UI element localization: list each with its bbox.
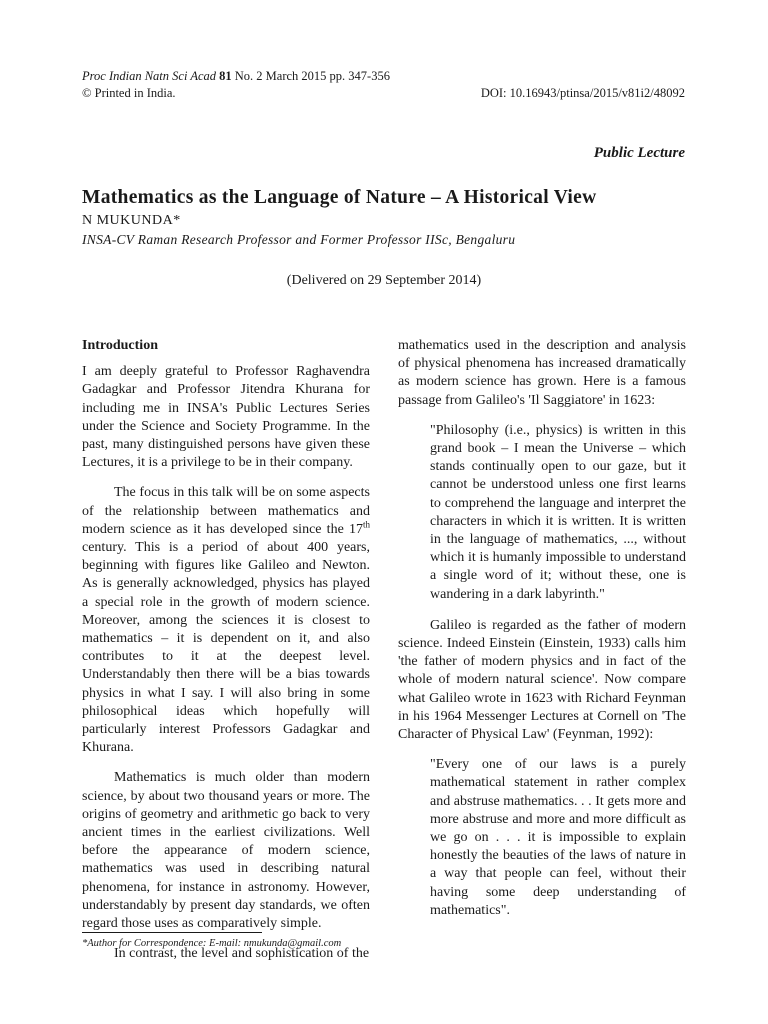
paragraph: I am deeply grateful to Professor Raghavendra Gadagkar and Professor Jitendra Khurana for including me in INSA's Public Lectures Series under the Science and Society Programme. In the past, many distinguished persons have given these Lectures, it is a privilege to be in their company. [82, 364, 370, 471]
paragraph: In contrast, the level and sophistication of the [114, 946, 370, 962]
journal-citation [82, 68, 390, 85]
footnote: *Author for Correspondence: E-mail: nmukunda@gmail.com [82, 938, 342, 949]
footnote-rule [82, 932, 262, 933]
author-name: N MUKUNDA* [82, 213, 181, 228]
journal-volume: 81 [219, 69, 232, 83]
printed-notice: © Printed in India. [82, 86, 176, 100]
section-heading: Introduction [82, 338, 158, 353]
doi: DOI: 10.16943/ptinsa/2015/v81i2/48092 [480, 86, 685, 100]
author-affiliation: INSA-CV Raman Research Professor and Former Professor IISc, Bengaluru [82, 232, 516, 247]
paragraph: mathematics used in the description and analysis of physical phenomena has increased dramatically as modern science has grown. Here is a famous passage from Galileo's 'Il Saggiatore' in 1623: [398, 338, 686, 408]
journal-issue: No. 2 March 2015 pp. 347-356 [234, 69, 390, 83]
paragraph-text: century. This is a period of about 400 years, beginning with figures like Galileo and Newton. As is generally acknowledged, physics has played a special role in the growth of modern science. Moreover, among the sciences it is closest to mathematics – it is dependent on it, and also contributes to it at the deepest level. Understandably then there will be a bias towards physics in what I say. I will also bring in some philosophical ideas which hopefully will particularly interest Professors Gadagkar and Khurana. [82, 540, 370, 756]
right-column [398, 337, 686, 933]
section-label: Public Lecture [593, 145, 685, 161]
paragraph: Mathematics is much older than modern science, by about two thousand years or more. The origins of geometry and arithmetic go back to very ancient times in the earliest civilizations. Well before the appearance of modern science, mathematics was used in describing natural phenomena, for instance in astronomy. However, understandably by present day standards, we often regard those uses as comparatively simple. [82, 770, 370, 932]
block-quote: "Philosophy (i.e., physics) is written in this grand book – I mean the Universe – which stands continually open to our gaze, but it cannot be understood unless one first learns to comprehend the language and interpret the characters in which it is written. It is written in the language of mathematics, ..., without which it is humanly impossible to understand a single word of it; without these, one is wandering in a dark labyrinth." [430, 422, 686, 602]
paragraph: Galileo is regarded as the father of modern science. Indeed Einstein (Einstein, 1933) calls him 'the father of modern physics and in fact of the whole of modern natural science'. Now compare what Galileo wrote in 1623 with Richard Feynman in his 1964 Messenger Lectures at Cornell on 'The Character of Physical Law' (Feynman, 1992): [398, 617, 686, 743]
journal-header [82, 68, 390, 102]
article-title: Mathematics as the Language of Nature – A Historical View [82, 187, 597, 208]
delivery-date: (Delivered on 29 September 2014) [286, 273, 482, 288]
paragraph [82, 484, 370, 757]
journal-name: Proc Indian Natn Sci Acad [82, 69, 217, 83]
paragraph-text: The focus in this talk will be on some aspects of the relationship between mathematics and modern science as it has developed since the 17 [82, 485, 370, 537]
superscript: th [362, 519, 370, 530]
left-column [82, 337, 370, 976]
block-quote: "Every one of our laws is a purely mathematical statement in rather complex and abstruse mathematics. . . It gets more and more abstruse and more and more difficult as we go on . . . it is impossible to explain honestly the beauties of the laws of nature in a way that people can feel, without their having some deep understanding of mathematics". [430, 757, 686, 918]
